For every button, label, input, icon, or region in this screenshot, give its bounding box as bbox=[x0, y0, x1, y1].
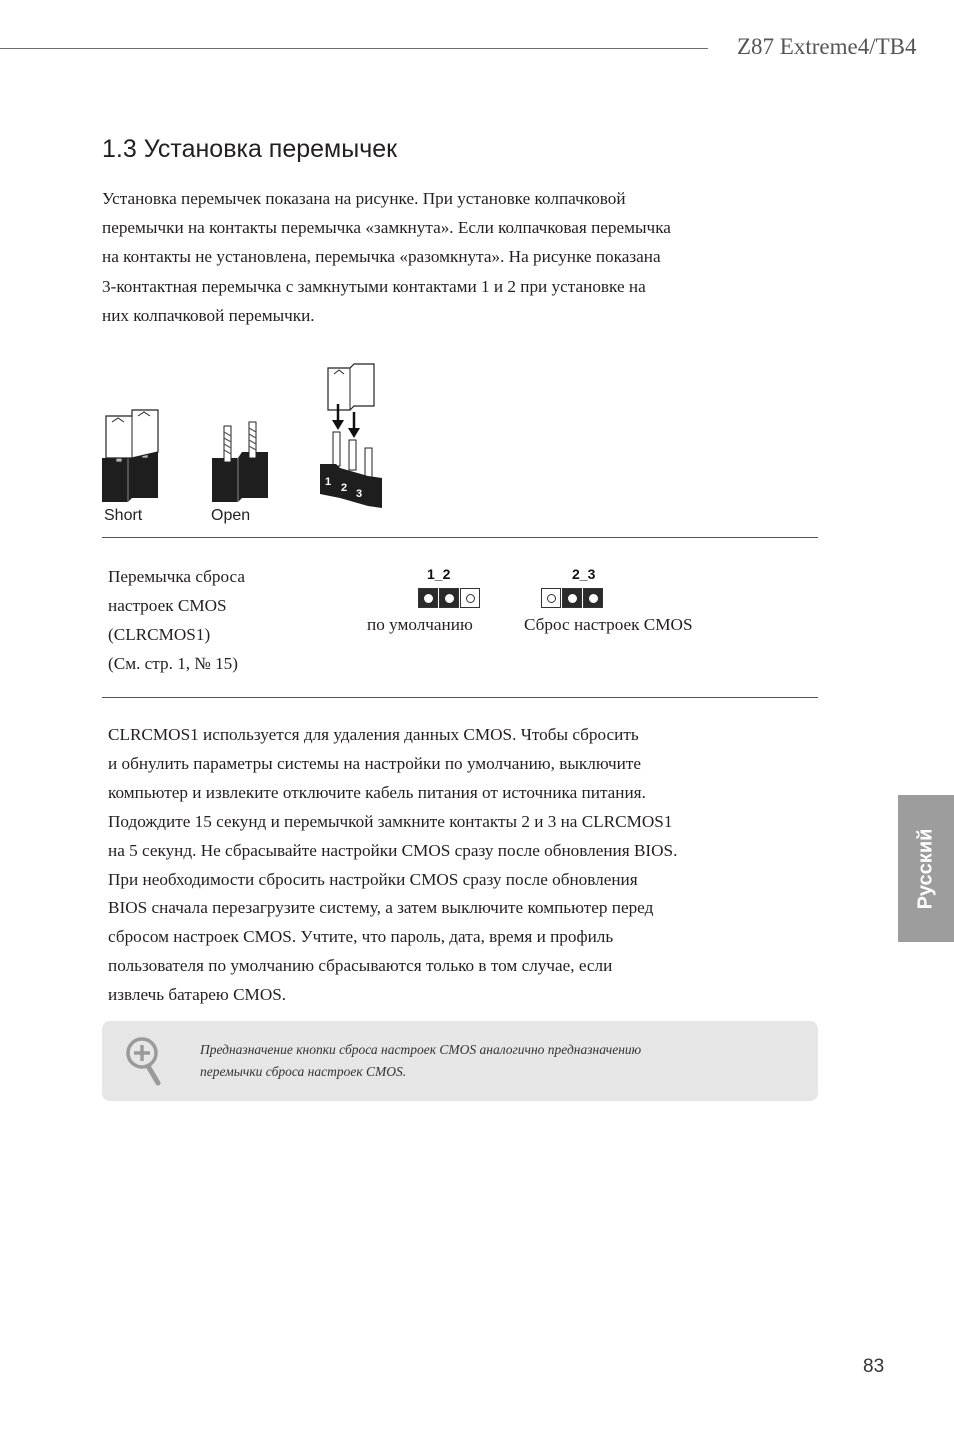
intro-line: них колпачковой перемычки. bbox=[102, 305, 315, 325]
note-line: перемычки сброса настроек CMOS. bbox=[200, 1064, 407, 1079]
section-title: 1.3 Установка перемычек bbox=[102, 135, 398, 163]
body-line: пользователя по умолчанию сбрасываются только в том случае, если bbox=[108, 956, 613, 976]
jumper-name-line: (CLRCMOS1) bbox=[108, 625, 211, 644]
table-bottom-rule bbox=[102, 697, 818, 698]
pin-number-label: 1 bbox=[325, 476, 332, 488]
body-line: и обнулить параметры системы на настройки по умолчанию, выключите bbox=[108, 753, 641, 773]
jumper-name-line: настроек CMOS bbox=[108, 596, 227, 615]
body-line: извлечь батарею CMOS. bbox=[108, 985, 287, 1005]
language-side-tab bbox=[898, 795, 954, 942]
intro-line: 3-контактная перемычка с замкнутыми контактами 1 и 2 при установке на bbox=[102, 276, 646, 296]
body-line: Подождите 15 секунд и перемычкой замкните контакты 2 и 3 на CLRCMOS1 bbox=[108, 811, 673, 831]
jumper-figure bbox=[98, 360, 398, 535]
body-line: BIOS сначала перезагрузите систему, а затем выключите компьютер перед bbox=[108, 898, 654, 918]
intro-line: Установка перемычек показана на рисунке. При установке колпачковой bbox=[102, 189, 626, 208]
intro-line: перемычки на контакты перемычка «замкнута». Если колпачковая перемычка bbox=[102, 218, 671, 238]
body-line: CLRCMOS1 используется для удаления данных CMOS. Чтобы сбросить bbox=[108, 725, 639, 744]
pin-number-label: 3 bbox=[356, 488, 363, 500]
intro-paragraph bbox=[102, 184, 802, 330]
three-pin-jumper-illustration bbox=[320, 364, 382, 508]
language-label: Русский bbox=[914, 828, 937, 909]
header-rule bbox=[0, 48, 708, 49]
jumper-name-cell bbox=[108, 562, 245, 678]
jumper-illustration bbox=[98, 360, 398, 530]
jumper-name-line: Перемычка сброса bbox=[108, 567, 246, 586]
open-label: Open bbox=[211, 507, 251, 524]
clear-setting-label: Сброс настроек CMOS bbox=[524, 615, 693, 634]
short-label: Short bbox=[104, 507, 143, 524]
note-line: Предназначение кнопки сброса настроек CMOS аналогично предназначению bbox=[200, 1042, 642, 1057]
page-number: 83 bbox=[863, 1356, 885, 1377]
product-title: Z87 Extreme4/TB4 bbox=[737, 34, 917, 59]
open-jumper-illustration bbox=[212, 422, 268, 502]
body-line: на 5 секунд. Не сбрасывайте настройки CMOS сразу после обновления BIOS. bbox=[108, 840, 678, 860]
magnifier-plus-icon bbox=[124, 1035, 164, 1087]
default-pin-diagram bbox=[418, 588, 481, 610]
table-top-rule bbox=[102, 537, 818, 538]
intro-line: на контакты не установлена, перемычка «разомкнута». На рисунке показана bbox=[102, 247, 661, 267]
clear-pin-diagram bbox=[541, 588, 604, 610]
default-pins-label: 1_2 bbox=[427, 566, 451, 582]
body-line: компьютер и извлеките отключите кабель питания от источника питания. bbox=[108, 782, 646, 802]
default-setting-label: по умолчанию bbox=[367, 615, 473, 634]
pin-number-label: 2 bbox=[341, 482, 348, 494]
clear-pins-label: 2_3 bbox=[572, 566, 596, 582]
body-line: сбросом настроек CMOS. Учтите, что пароль, дата, время и профиль bbox=[108, 927, 614, 947]
note-text bbox=[200, 1039, 641, 1083]
jumper-name-line: (См. стр. 1, № 15) bbox=[108, 654, 238, 673]
note-box bbox=[102, 1021, 818, 1101]
short-jumper-illustration bbox=[102, 410, 158, 502]
clrcmos-description bbox=[108, 721, 808, 1010]
body-line: При необходимости сбросить настройки CMOS сразу после обновления bbox=[108, 869, 638, 889]
